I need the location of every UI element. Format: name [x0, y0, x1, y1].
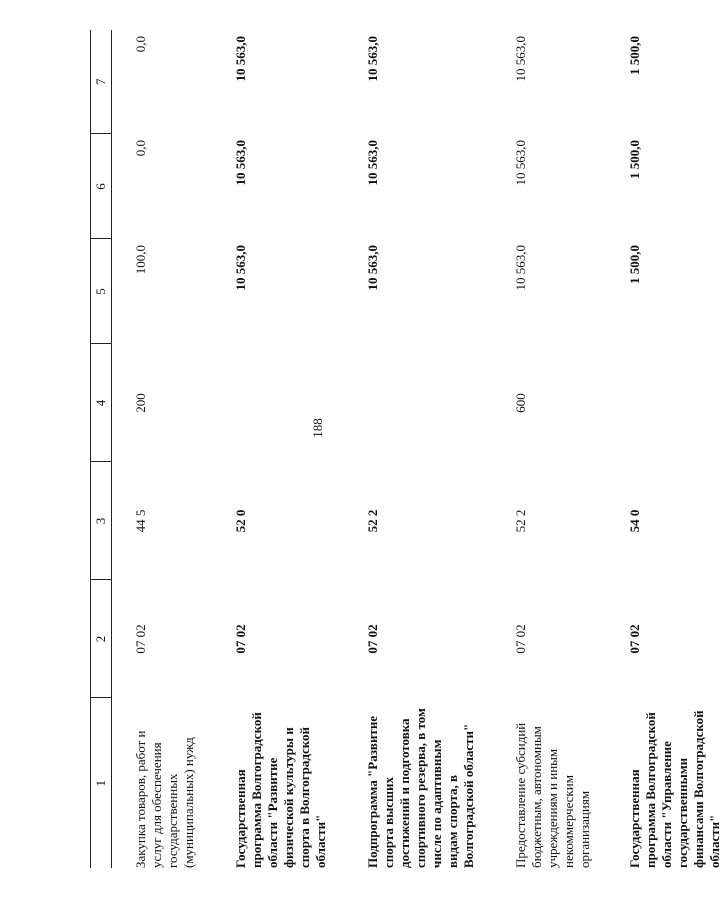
row-amount-5: 100,0: [133, 245, 148, 275]
row-expense-type: [213, 344, 345, 462]
row-amount-7: 10 563,0: [233, 36, 248, 82]
column-header-2: 2: [91, 580, 112, 698]
row-section-code: 07 02: [627, 624, 642, 654]
row-target-code: 52 0: [233, 509, 248, 533]
table-header-row: [91, 30, 112, 868]
row-expense-type: 600: [513, 393, 528, 413]
row-name: Подпрограмма "Развитие спорта высших достижений и подготовка спортивного резерва, в том числе по адаптивным видам спорта, в Волгоградской области": [365, 708, 476, 868]
row-amount-5: 1 500,0: [627, 245, 642, 284]
row-target-code: 44 5: [133, 509, 148, 533]
budget-table-rotated: [90, 30, 722, 868]
row-name: Государственная программа Волгоградской области "Управление государственными финансами Волгоградской области": [627, 710, 722, 868]
column-header-6: 6: [91, 134, 112, 239]
row-expense-type: [607, 344, 723, 462]
row-section-code: 07 02: [365, 624, 380, 654]
row-target-code: 52 2: [513, 509, 528, 533]
table-row: [213, 30, 345, 868]
table-row: [607, 30, 723, 868]
row-name: Государственная программа Волгоградской области "Развитие физической культуры и спорта в Волгоградской области": [233, 712, 328, 868]
table-row: [112, 30, 214, 868]
table-row: [493, 30, 607, 868]
row-amount-6: 10 563,0: [513, 140, 528, 186]
row-expense-type: [345, 344, 493, 462]
row-target-code: 54 0: [627, 509, 642, 533]
row-target-code: 52 2: [365, 509, 380, 533]
budget-table: [90, 30, 723, 868]
row-amount-6: 1 500,0: [627, 140, 642, 179]
row-amount-5: 10 563,0: [365, 245, 380, 291]
column-header-1: 1: [91, 698, 112, 868]
row-amount-7: 10 563,0: [513, 36, 528, 82]
column-header-5: 5: [91, 239, 112, 344]
row-amount-5: 10 563,0: [513, 245, 528, 291]
row-name: Закупка товаров, работ и услуг для обеспечения государственных (муниципальных) нужд: [133, 730, 196, 868]
row-amount-6: 10 563,0: [365, 140, 380, 186]
row-section-code: 07 02: [233, 624, 248, 654]
row-amount-6: 10 563,0: [233, 140, 248, 186]
page-number: 188: [310, 418, 325, 438]
row-amount-7: 0,0: [133, 36, 148, 53]
column-header-7: 7: [91, 30, 112, 134]
row-amount-7: 10 563,0: [365, 36, 380, 82]
row-name: Предоставление субсидий бюджетным, автономным учреждениям и иным некоммерческим организациям: [513, 722, 592, 868]
row-section-code: 07 02: [133, 624, 148, 654]
row-amount-7: 1 500,0: [627, 36, 642, 75]
row-expense-type: 200: [133, 393, 148, 413]
column-header-3: 3: [91, 462, 112, 580]
row-section-code: 07 02: [513, 624, 528, 654]
column-header-4: 4: [91, 344, 112, 462]
row-amount-5: 10 563,0: [233, 245, 248, 291]
row-amount-6: 0,0: [133, 140, 148, 157]
table-row: [345, 30, 493, 868]
